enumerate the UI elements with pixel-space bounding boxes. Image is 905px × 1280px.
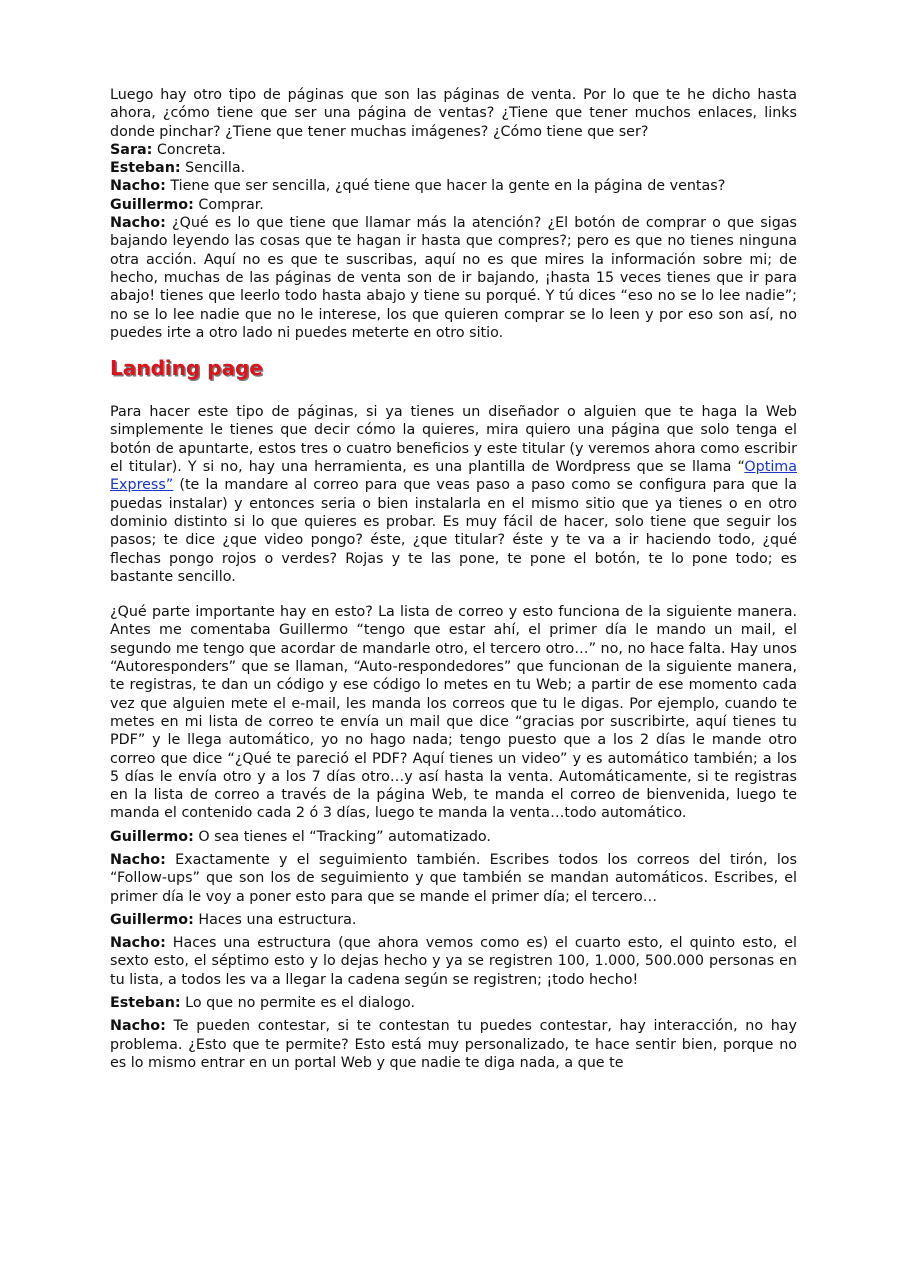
- dialogue-line: [110, 141, 797, 159]
- dialogue-text: Te pueden contestar, si te contestan tu puedes contestar, hay interacción, no hay problema. ¿Esto que te permite? Esto está muy personalizado, te hace sentir bien, porque no es lo mismo entrar en un portal Web y que nadie te diga nada, a que te: [110, 1018, 797, 1071]
- paragraph-text: Para hacer este tipo de páginas, si ya tienes un diseñador o alguien que te haga la Web simplemente le tienes que decir cómo la quieres, mira quiero una página que solo tenga el botón de apuntarte, estos tres o cuatro beneficios y este titular (y veremos ahora como escribir el titular). Y si no, hay una herramienta, es una plantilla de Wordpress que se llama “: [110, 404, 797, 476]
- speaker-name: Esteban:: [110, 995, 181, 1012]
- dialogue-line: [110, 934, 797, 989]
- dialogue-line: [110, 911, 797, 929]
- speaker-name: Sara:: [110, 141, 153, 158]
- document-page: [110, 86, 797, 1072]
- dialogue-text: Tiene que ser sencilla, ¿qué tiene que hacer la gente en la página de ventas?: [165, 178, 726, 195]
- dialogue-line: [110, 851, 797, 906]
- dialogue-line: [110, 994, 797, 1012]
- dialogue-text: Sencilla.: [180, 160, 246, 177]
- dialogue-line: [110, 177, 797, 195]
- paragraph-text: (te la mandare al correo para que veas paso a paso como se configura para que la puedas instalar) y entonces seria o bien instalarla en el mismo sitio que ya tienes o en otro dominio distinto si lo que quieres es probar. Es muy fácil de hacer, solo tiene que seguir los pasos; te dice ¿que video pongo? éste, ¿que titular? éste y te va a ir haciendo todo, ¿qué flechas pongo rojos o verdes? Rojas y te las pone, te pone el botón, te lo pone todo; es bastante sencillo.: [110, 477, 797, 585]
- speaker-name: Nacho:: [110, 935, 166, 952]
- paragraph: ¿Qué parte importante hay en esto? La lista de correo y esto funciona de la siguiente manera. Antes me comentaba Guillermo “tengo que estar ahí, el primer día le mando un mail, el segundo me tengo que acordar de mandarle otro, el tercero otro…” no, no hace falta. Hay unos “Autoresponders” que se llaman, “Auto-respondedores” que funcionan de la siguiente manera, te registras, te dan un código y ese código lo metes en tu Web; a partir de ese momento cada vez que alguien mete el e-mail, les manda los correos que tu le digas. Por ejemplo, cuando te metes en mi lista de correo te envía un mail que dice “gracias por suscribirte, aquí tienes tu PDF” y le llega automático, yo no hago nada; tengo puesto que a los 2 días le mande otro correo que dice “¿Qué te pareció el PDF? Aquí tienes un video” y es automático también; a los 5 días le envía otro y a los 7 días otro…y así hasta la venta. Automáticamente, si te registras en la lista de correo a través de la página Web, te manda el correo de bienvenida, luego te manda el contenido cada 2 ó 3 días, luego te manda la venta…todo automático.: [110, 604, 797, 822]
- dialogue-line: [110, 1017, 797, 1072]
- dialogue-text: ¿Qué es lo que tiene que llamar más la atención? ¿El botón de comprar o que sigas bajando leyendo las cosas que te hagan ir hasta que compres?; pero es que no tienes ninguna otra acción. Aquí no es que te suscribas, aquí no es que mires la información sobre mi; de hecho, muchas de las páginas de venta son de ir bajando, ¡hasta 15 veces tienes que ir para abajo! tienes que leerlo todo hasta abajo y tiene su porqué. Y tú dices “eso no se lo lee nadie”; no se lo lee nadie que no le interese, los que quieren comprar se lo leen y por eso son así, no puedes irte a otro lado ni puedes meterte en otro sitio.: [110, 215, 797, 341]
- dialogue-text: Haces una estructura (que ahora vemos como es) el cuarto esto, el quinto esto, el sexto esto, el séptimo esto y lo dejas hecho y ya se registren 100, 1.000, 500.000 personas en tu lista, a todos les va a llegar la cadena según se registren; ¡todo hecho!: [110, 935, 797, 988]
- dialogue-text: Haces una estructura.: [193, 911, 357, 928]
- speaker-name: Guillermo:: [110, 196, 194, 213]
- dialogue-text: Comprar.: [193, 196, 264, 213]
- speaker-name: Nacho:: [110, 215, 166, 232]
- speaker-name: Nacho:: [110, 851, 166, 868]
- dialogue-line: [110, 159, 797, 177]
- dialogue-text: Concreta.: [152, 141, 226, 158]
- dialogue-text: Lo que no permite es el dialogo.: [180, 995, 416, 1012]
- optima-express-link[interactable]: Optima Express”: [110, 459, 797, 494]
- paragraph: [110, 403, 797, 586]
- dialogue-text: Exactamente y el seguimiento también. Escribes todos los correos del tirón, los “Follow-ups” que son los de seguimiento y que también se mandan automáticos. Escribes, el primer día le voy a poner esto para que se mande el primer día; el tercero…: [110, 851, 797, 905]
- speaker-name: Guillermo:: [110, 828, 194, 845]
- speaker-name: Nacho:: [110, 1018, 166, 1035]
- speaker-name: Guillermo:: [110, 911, 194, 928]
- speaker-name: Esteban:: [110, 160, 181, 177]
- section-heading: Landing page: [110, 356, 263, 381]
- dialogue-line: [110, 214, 797, 342]
- dialogue-line: [110, 828, 797, 846]
- paragraph: Luego hay otro tipo de páginas que son las páginas de venta. Por lo que te he dicho hasta ahora, ¿cómo tiene que ser una página de ventas? ¿Tiene que tener muchos enlaces, links donde pinchar? ¿Tiene que tener muchas imágenes? ¿Cómo tiene que ser?: [110, 87, 797, 140]
- dialogue-line: [110, 196, 797, 214]
- dialogue-text: O sea tienes el “Tracking” automatizado.: [193, 828, 491, 845]
- speaker-name: Nacho:: [110, 178, 166, 195]
